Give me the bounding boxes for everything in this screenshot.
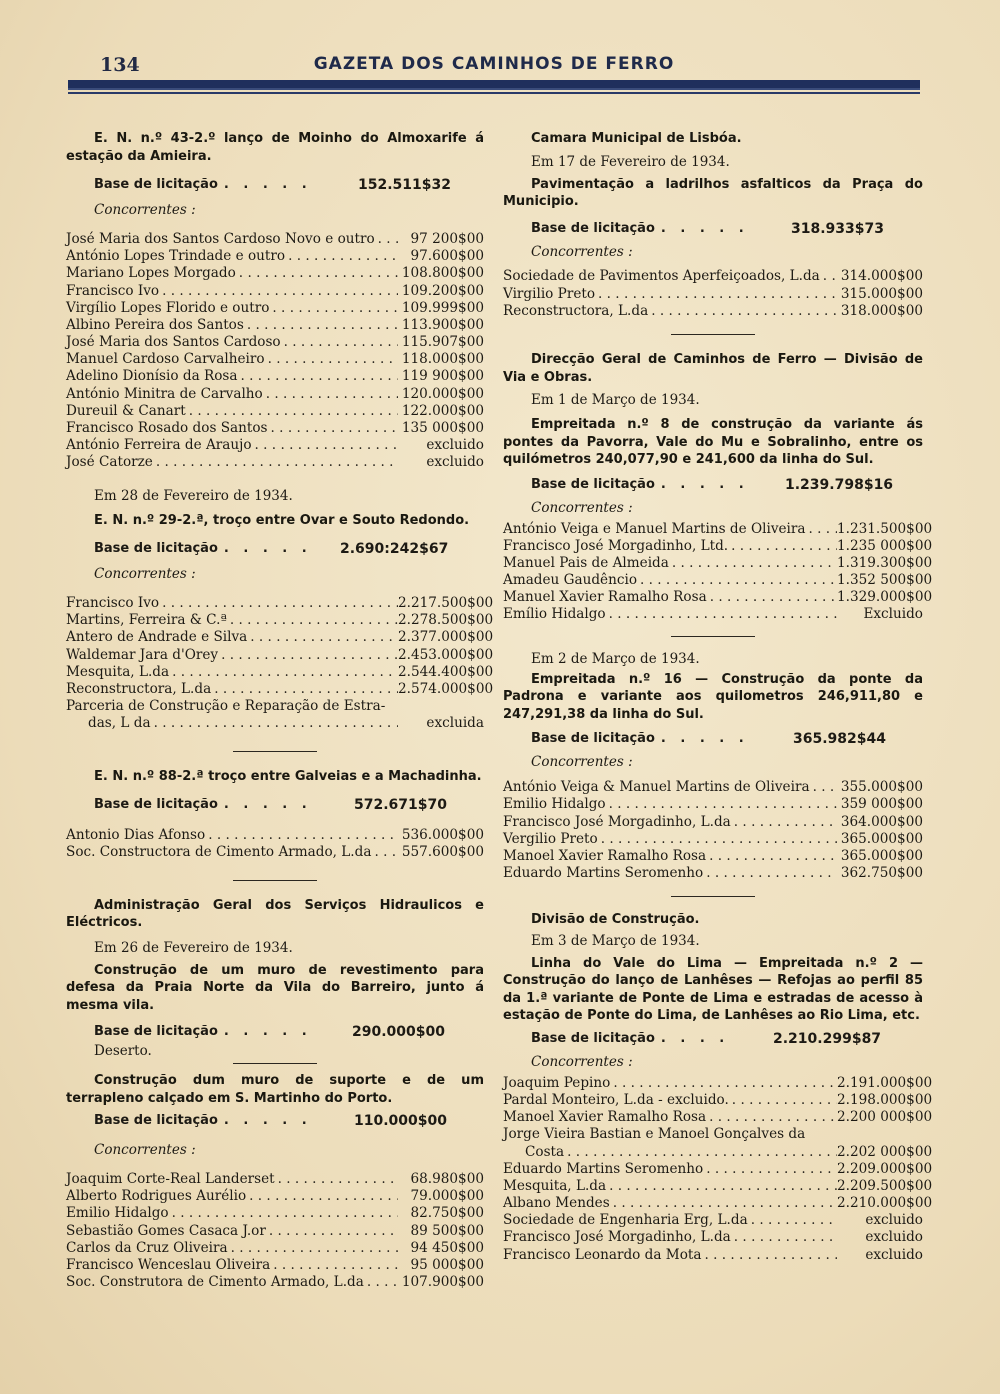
base-label: Base de licitação (94, 797, 218, 813)
leader-dots (266, 1223, 398, 1240)
bidder-row (503, 1160, 933, 1178)
bidder-name: Virgílio Lopes Florido e outro (66, 299, 270, 316)
result-text: Deserto. (94, 1043, 152, 1059)
bidder-list (503, 779, 923, 882)
bidder-name: Manuel Pais de Almeida (503, 554, 669, 571)
bidder-name: Virgilio Preto (503, 285, 596, 302)
bid-value: 362.750$00 (840, 865, 923, 882)
bidder-name: Mesquita, L.da (66, 663, 170, 680)
bid-value: 2.209.000$00 (837, 1160, 933, 1177)
leader-dots (236, 265, 398, 282)
bid-value: 2.202 000$00 (837, 1143, 933, 1160)
leader-dots (364, 1274, 398, 1291)
leader-dots (265, 351, 398, 368)
bid-value: 97.600$00 (410, 248, 484, 265)
journal-title: GAZETA DOS CAMINHOS DE FERRO (313, 54, 675, 74)
section-subtitle: Linha do Vale do Lima — Empreitada n.º 2 — Construção do lanço de Lanhêses — Refojas ao perfil 85 da 1.ª variante de Ponte de Lima e estradas de acesso à estação de Ponte do Lima, de Lanhêses ao Rio Lima, etc. (503, 955, 923, 1024)
bid-value: 2.453.000$00 (398, 646, 494, 663)
leader-dots (701, 1247, 837, 1264)
bidder-name: José Maria dos Santos Cardoso Novo e outro (66, 230, 375, 247)
bidder-row (66, 663, 494, 681)
page-number: 134 (100, 54, 140, 76)
bid-value: excluido (865, 1212, 923, 1229)
date-line: Em 1 de Março de 1934. (531, 392, 700, 409)
date-line: Em 26 de Fevereiro de 1934. (94, 939, 293, 956)
leader-dots (371, 844, 398, 861)
bidder-row (66, 334, 484, 351)
concorrentes-label: Concorrentes : (531, 1053, 633, 1070)
bidder-name-cont: Costa (525, 1143, 565, 1160)
leader-dots (218, 647, 398, 664)
leader-dots (186, 403, 398, 420)
bidder-row (66, 317, 484, 334)
bid-value: 315.000$00 (840, 285, 923, 302)
bidder-list (66, 827, 484, 861)
bid-value: 79.000$00 (410, 1188, 484, 1205)
bidder-row (66, 1257, 484, 1274)
concorrentes-label: Concorrentes : (94, 1142, 196, 1158)
bidder-row (66, 248, 484, 265)
bid-value: 2.200 000$00 (837, 1109, 933, 1126)
base-value: 572.671$70 (354, 797, 447, 814)
bidder-list (66, 1171, 484, 1291)
bid-value: 109.200$00 (401, 282, 484, 299)
bidder-name: António Minitra de Carvalho (66, 385, 263, 402)
bid-value: 135 000$00 (401, 420, 484, 437)
base-licitacao: Base de licitação . . . . . 572.671$70 (94, 797, 447, 814)
bid-value: 109.999$00 (401, 299, 484, 316)
bidder-name: Vergilio Preto (503, 830, 598, 847)
bidder-name: Eduardo Martins Seromenho (503, 865, 704, 882)
leader-dots (728, 538, 837, 555)
bid-value: 120.000$00 (401, 385, 484, 402)
bidder-name: Soc. Construtora de Cimento Armado, L.da (66, 1274, 364, 1291)
base-licitacao: Base de licitação . . . . . 110.000$00 (94, 1113, 447, 1129)
bidder-row (503, 303, 923, 320)
bidder-row (503, 831, 923, 848)
bid-value: 107.900$00 (401, 1274, 484, 1291)
base-value: 152.511$32 (358, 177, 451, 193)
base-label: Base de licitação (531, 220, 655, 236)
leader-dots (275, 1171, 398, 1188)
bidder-name: António Ferreira de Araujo (66, 437, 252, 454)
bidder-row (503, 1177, 933, 1195)
leader-dots (729, 1092, 837, 1109)
base-value: 290.000$00 (352, 1024, 445, 1040)
bid-value: 2.544.400$00 (398, 663, 494, 680)
bidder-row (66, 595, 494, 612)
leader-dots (610, 1195, 837, 1212)
bidder-list (66, 595, 494, 698)
leader-dots (247, 629, 398, 646)
bidder-name: Manuel Cardoso Carvalheiro (66, 351, 265, 368)
bidder-list (503, 269, 923, 321)
bid-value: 364.000$00 (840, 813, 923, 830)
leader-dots (263, 386, 398, 403)
leader-dots (205, 827, 398, 844)
section-title: E. N. n.º 88-2.ª troço entre Galveias e a Machadinha. (94, 768, 482, 784)
leader-dots (595, 286, 837, 303)
date-line: Em 2 de Março de 1934. (531, 650, 700, 667)
bidder-row (66, 369, 484, 386)
leader-dots (159, 595, 398, 612)
base-label: Base de licitação (531, 1030, 655, 1046)
bidder-row (503, 607, 923, 624)
bidder-row (503, 779, 923, 796)
bidder-row (66, 1274, 484, 1291)
bidder-name: Mariano Lopes Morgado (66, 265, 236, 282)
section-title: Divisão de Construção. (531, 912, 700, 928)
concorrentes-label: Concorrentes : (94, 202, 196, 218)
bid-value: 82.750$00 (410, 1205, 484, 1222)
bidder-row (503, 1230, 923, 1247)
leader-dots (375, 231, 398, 248)
leader-dots (169, 664, 398, 681)
bid-value: 365.000$00 (840, 847, 923, 864)
bidder-name: José Catorze (66, 454, 153, 471)
section-title: E. N. n.º 43-2.º lanço de Moinho do Almoxarife á estação da Amieira. (66, 131, 484, 164)
bidder-name-cont: das, L da (88, 715, 151, 732)
bidder-name: Sociedade de Pavimentos Aperfeiçoados, L.da (503, 268, 820, 285)
bid-value: 2.217.500$00 (398, 595, 494, 612)
leader-dots (252, 437, 398, 454)
bidder-row (503, 1247, 923, 1264)
bidder-name: Manuel Xavier Ramalho Rosa (503, 589, 707, 606)
leader-dots (706, 848, 837, 865)
bidder-name: Reconstructora, L.da (66, 681, 212, 698)
bidder-name: Francisco Wenceslau Oliveira (66, 1256, 271, 1273)
bidder-row (66, 300, 484, 317)
bid-value: 355.000$00 (840, 779, 923, 796)
bidder-row (503, 269, 923, 286)
bidder-name: Sociedade de Engenharia Erg, L.da (503, 1212, 748, 1229)
section-subtitle: Construção de um muro de revestimento para defesa da Praia Norte da Vila do Barreiro, junto á mesma vila. (66, 962, 484, 1013)
bidder-row (503, 814, 923, 831)
bid-value: 95 000$00 (410, 1256, 484, 1273)
leader-dots (598, 831, 837, 848)
base-value: 2.690:242$67 (340, 541, 449, 558)
bid-value: 2.198.000$00 (837, 1091, 933, 1108)
bid-value: 119 900$00 (401, 368, 484, 385)
section-title: Direcção Geral de Caminhos de Ferro — Divisão de Via e Obras. (503, 352, 923, 385)
bidder-name: Francisco Ivo (66, 282, 160, 299)
date-line: Em 28 de Fevereiro de 1934. (94, 487, 293, 504)
bidder-name: Emilio Hidalgo (503, 796, 606, 813)
bid-value: 1.329.000$00 (837, 589, 933, 606)
leader-dots (707, 589, 837, 606)
bidder-row (503, 865, 923, 882)
bid-value: 1.235 000$00 (837, 537, 933, 554)
bid-value: excluido (426, 437, 484, 454)
bidder-name: Joaquim Corte-Real Landerset (66, 1170, 275, 1187)
bidder-row (503, 796, 923, 813)
bidder-row (66, 1205, 484, 1222)
leader-dots (169, 1205, 398, 1222)
leader-dots (731, 814, 837, 831)
bidder-row (66, 698, 484, 732)
base-label: Base de licitação (531, 731, 655, 747)
bidder-row (503, 848, 923, 865)
bidder-name: Eduardo Martins Seromenho (503, 1160, 704, 1177)
bid-value: 318.000$00 (840, 302, 923, 319)
bid-value: 113.900$00 (401, 316, 484, 333)
bid-value: 2.191.000$00 (837, 1074, 933, 1091)
bidder-name: Carlos da Cruz Oliveira (66, 1239, 228, 1256)
bid-value: 2.209.500$00 (837, 1177, 933, 1194)
base-licitacao: Base de licitação . . . . . 290.000$00 (94, 1024, 445, 1040)
leader-dots (637, 572, 837, 589)
leader-dots (748, 1212, 837, 1229)
bidder-row (66, 1223, 484, 1240)
concorrentes-label: Concorrentes : (531, 754, 633, 771)
bid-value: 365.000$00 (840, 830, 923, 847)
bid-value: excluido (865, 1246, 923, 1263)
bidder-row (66, 403, 484, 420)
base-label: Base de licitação (94, 1113, 218, 1128)
bid-value: 2.278.500$00 (398, 612, 494, 629)
bidder-name: Francisco Leonardo da Mota (503, 1246, 702, 1263)
bidder-name: Emílio Hidalgo (503, 606, 606, 623)
bid-value: 536.000$00 (401, 827, 484, 844)
bidder-row (503, 1109, 933, 1126)
bidder-row (503, 572, 933, 589)
bid-value: 2.574.000$00 (398, 681, 494, 698)
bid-value: 89 500$00 (410, 1222, 484, 1239)
bidder-name: Francisco José Morgadinho, L.da (503, 813, 731, 830)
bidder-row (66, 231, 484, 248)
concorrentes-label: Concorrentes : (94, 566, 196, 583)
base-value: 110.000$00 (354, 1113, 447, 1129)
bidder-row (66, 351, 484, 368)
date-line: Em 3 de Março de 1934. (531, 932, 700, 949)
bidder-row (66, 1240, 484, 1257)
bidder-row (503, 1212, 923, 1229)
bid-value: 68.980$00 (410, 1170, 484, 1187)
bid-value: Excluido (863, 606, 923, 623)
bidder-name: António Veiga & Manuel Martins de Oliveira (503, 779, 810, 796)
bidder-row (503, 1126, 933, 1160)
bidder-name: Pardal Monteiro, L.da - excluido. (503, 1091, 729, 1108)
leader-dots (285, 248, 398, 265)
base-label: Base de licitação (94, 177, 218, 192)
bid-value: excluido (865, 1229, 923, 1246)
bidder-name: Albano Mendes (503, 1195, 610, 1212)
bidder-name: Adelino Dionísio da Rosa (66, 368, 238, 385)
bidder-row (66, 283, 484, 300)
bidder-name: Antonio Dias Afonso (66, 827, 206, 844)
bidder-row (503, 1195, 933, 1212)
leader-dots (610, 1075, 837, 1092)
leader-dots (246, 1188, 398, 1205)
section-title: E. N. n.º 29-2.ª, troço entre Ovar e Souto Redondo. (94, 512, 470, 528)
leader-dots (703, 1161, 837, 1178)
base-licitacao: Base de licitação . . . . . 1.239.798$16 (531, 476, 894, 493)
bidder-name: Emilio Hidalgo (66, 1205, 169, 1222)
base-value: 2.210.299$87 (773, 1030, 882, 1047)
base-label: Base de licitação (531, 476, 655, 492)
bidder-name: Amadeu Gaudêncio (503, 572, 637, 589)
leader-dots (731, 1229, 837, 1246)
left-column (66, 130, 494, 1291)
leader-dots (269, 300, 398, 317)
bid-value: excluida (426, 715, 484, 732)
concorrentes-label: Concorrentes : (531, 499, 633, 516)
bidder-row (66, 629, 494, 647)
section-subtitle: Pavimentação a ladrilhos asfalticos da Praça do Municipio. (503, 176, 923, 209)
right-column (503, 130, 933, 1264)
leader-dots (228, 1240, 398, 1257)
bid-value: 115.907$00 (401, 334, 484, 351)
bidder-row (66, 681, 494, 698)
date-line: Em 17 de Fevereiro de 1934. (531, 153, 730, 170)
bidder-row (66, 1188, 484, 1205)
leader-dots (281, 334, 398, 351)
base-licitacao: Base de licitação . . . . . 365.982$44 (531, 731, 886, 748)
bidder-row (66, 1171, 484, 1188)
bidder-name: Joaquim Pepino (503, 1074, 611, 1091)
bidder-name: Reconstructora, L.da (503, 302, 649, 319)
bidder-name: Dureuil & Canart (66, 402, 186, 419)
bidder-row (66, 437, 484, 454)
base-value: 1.239.798$16 (785, 476, 894, 493)
bidder-row (503, 1091, 933, 1109)
base-licitacao: Base de licitação . . . . 2.210.299$87 (531, 1030, 882, 1047)
base-licitacao: Base de licitação . . . . . 318.933$73 (531, 220, 884, 237)
bid-value: excluido (426, 454, 484, 471)
leader-dots (706, 1109, 837, 1126)
bidder-name: Manoel Xavier Ramalho Rosa (503, 1109, 707, 1126)
bidder-name: Martins, Ferreira & C.ª (66, 612, 227, 629)
leader-dots (244, 317, 398, 334)
bid-value: 1.352 500$00 (837, 572, 933, 589)
bidder-name: José Maria dos Santos Cardoso (66, 334, 281, 351)
base-licitacao: Base de licitação . . . . . 2.690:242$67 (94, 541, 449, 558)
bidder-name: Francisco José Morgadinho, Ltd. (503, 537, 729, 554)
base-label: Base de licitação (94, 541, 218, 557)
bidder-name: Francisco José Morgadinho, L.da (503, 1229, 731, 1246)
page-header (68, 50, 920, 78)
bidder-list (66, 231, 484, 472)
bidder-name: Jorge Vieira Bastian e Manoel Gonçalves da (503, 1126, 806, 1143)
section-subtitle: Empreitada n.º 16 — Construção da ponte da Padrona e variante aos quilometros 246,911,80 e 247,291,38 da linha do Sul. (503, 671, 923, 722)
bidder-name: Alberto Rodrigues Aurélio (66, 1188, 247, 1205)
leader-dots (153, 454, 398, 471)
header-rule (68, 80, 920, 90)
base-label: Base de licitação (94, 1024, 218, 1039)
bidder-list (503, 1160, 933, 1264)
bid-value: 2.377.000$00 (398, 629, 494, 646)
section-subtitle: Empreitada n.º 8 de construção da variante ás pontes da Pavorra, Vale do Mu e Sobralinho, entre os quilómetros 240,077,90 e 241,600 da linha do Sul. (503, 417, 923, 468)
bidder-row (66, 844, 484, 861)
bidder-list (503, 520, 933, 624)
bidder-row (503, 554, 933, 572)
bidder-name: Waldemar Jara d'Orey (66, 646, 219, 663)
bid-value: 108.800$00 (401, 265, 484, 282)
base-value: 365.982$44 (793, 731, 886, 748)
leader-dots (806, 521, 838, 538)
bidder-row (503, 286, 923, 303)
bid-value: 118.000$00 (401, 351, 484, 368)
leader-dots (211, 681, 398, 698)
section-title: Construção dum muro de suporte e de um terrapleno calçado em S. Martinho do Porto. (66, 1073, 484, 1106)
leader-dots (669, 555, 837, 572)
bidder-row (66, 827, 484, 844)
bidder-name: Francisco Ivo (66, 595, 160, 612)
bidder-name: Mesquita, L.da (503, 1177, 607, 1194)
bid-value: 359 000$00 (840, 796, 923, 813)
bidder-name: António Lopes Trindade e outro (66, 248, 286, 265)
leader-dots (606, 606, 837, 623)
bid-value: 1.231.500$00 (837, 520, 933, 537)
concorrentes-label: Concorrentes : (531, 243, 633, 260)
bidder-list (503, 1074, 933, 1127)
bidder-name: Antero de Andrade e Silva (66, 629, 248, 646)
section-title: Camara Municipal de Lisbóa. (531, 131, 742, 146)
leader-dots (648, 303, 837, 320)
base-licitacao: Base de licitação . . . . . 152.511$32 (94, 177, 451, 193)
leader-dots (159, 283, 398, 300)
leader-dots (820, 268, 837, 285)
bidder-name: Albino Pereira dos Santos (66, 316, 244, 333)
bidder-row (503, 589, 933, 606)
leader-dots (606, 1178, 837, 1195)
bidder-name: Parceria de Construção e Reparação de Estra- (66, 698, 386, 715)
leader-dots (606, 796, 837, 813)
leader-dots (703, 865, 837, 882)
bidder-name: Manoel Xavier Ramalho Rosa (503, 847, 707, 864)
leader-dots (270, 1257, 398, 1274)
bidder-name: Francisco Rosado dos Santos (66, 420, 268, 437)
leader-dots (238, 368, 398, 385)
bid-value: 122.000$00 (401, 402, 484, 419)
bidder-row (66, 646, 494, 664)
bid-value: 1.319.300$00 (837, 554, 933, 571)
bid-value: 97 200$00 (410, 230, 484, 247)
bidder-name: António Veiga e Manuel Martins de Oliveira (503, 520, 806, 537)
bid-value: 557.600$00 (401, 844, 484, 861)
bidder-row (503, 1074, 933, 1092)
bid-value: 2.210.000$00 (837, 1195, 933, 1212)
base-value: 318.933$73 (791, 220, 884, 237)
bid-value: 94 450$00 (410, 1239, 484, 1256)
bidder-row (66, 386, 484, 403)
bidder-name: Sebastião Gomes Casaca J.or (66, 1222, 266, 1239)
leader-dots (810, 779, 837, 796)
bid-value: 314.000$00 (840, 268, 923, 285)
leader-dots (227, 612, 398, 629)
leader-dots (268, 420, 398, 437)
bidder-row (66, 454, 484, 471)
bidder-name: Soc. Constructora de Cimento Armado, L.da (66, 844, 372, 861)
bidder-row (66, 265, 484, 282)
section-title: Administração Geral dos Serviços Hidraulicos e Eléctricos. (66, 897, 484, 930)
bidder-row (66, 420, 484, 437)
bidder-row (503, 537, 933, 555)
bidder-row (503, 520, 933, 538)
header-rule-thin (68, 92, 920, 94)
bidder-row (66, 612, 494, 629)
